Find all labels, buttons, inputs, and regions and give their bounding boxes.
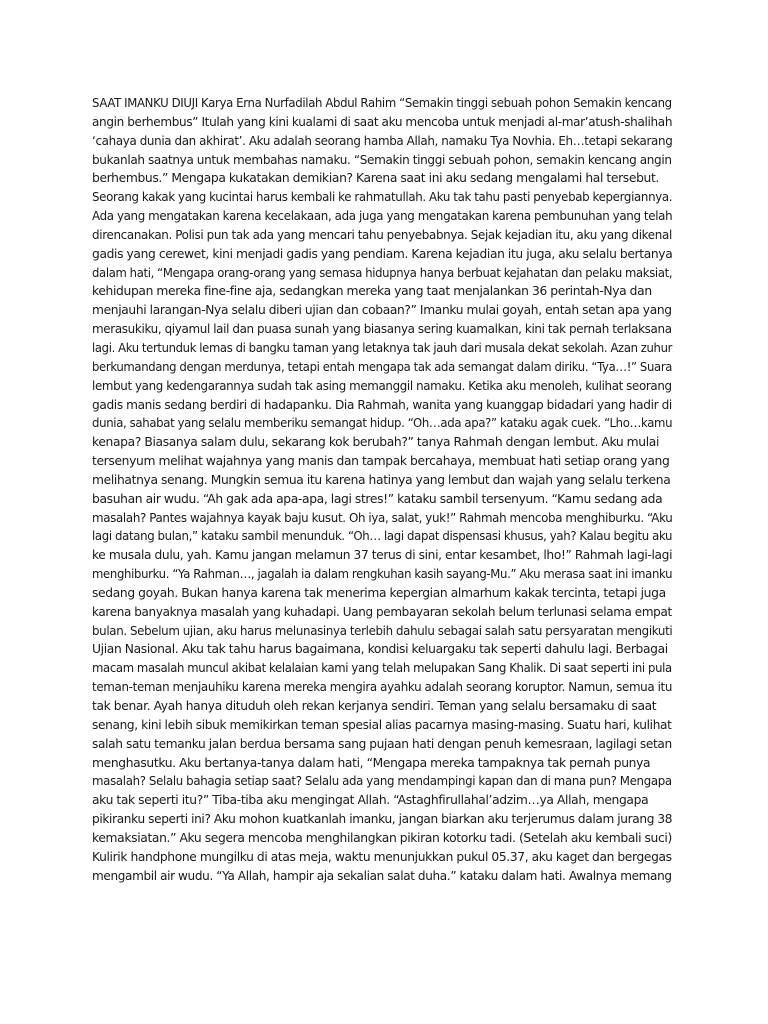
text-line: Ujian Nasional. Aku tak tahu harus bagaimana, kondisi keluargaku tak seperti dahulu lagi. Berbagai [92,642,668,657]
text-line: macam masalah muncul akibat kelalaian kami yang telah melupakan Sang Khalik. Di saat seperti ini pula [92,661,672,676]
text-line: aku tak seperti itu?” Tiba-tiba aku mengingat Allah. “Astaghfirullahal’adzim…ya Allah, mengapa [92,793,649,808]
text-line: sedang goyah. Bukan hanya karena tak menerima kepergian almarhum kakak tercinta, tetapi juga [92,585,666,600]
text-line: salah satu temanku jalan berdua bersama sang pujaan hati dengan penuh kemesraan, lagilagi setan [92,736,672,751]
text-line: Kulirik handphone mungilku di atas meja, waktu menunjukkan pukul 05.37, aku kaget dan bergegas [92,849,672,864]
text-line: senang, kini lebih sibuk memikirkan teman spesial alias pacarnya masing-masing. Suatu hari, kulihat [92,717,672,732]
text-line: gadis yang cerewet, kini menjadi gadis yang pendiam. Karena kejadian itu juga, aku selalu bertanya [92,246,673,261]
text-line: gadis manis sedang berdiri di hadapanku. Dia Rahmah, wanita yang kuanggap bidadari yang hadir di [92,397,672,412]
text-line: dunia, sahabat yang selalu memberiku semangat hidup. “Oh…ada apa?” kataku agak cuek. “Lho…kamu [92,416,673,431]
text-line: pikiranku seperti ini? Aku mohon kuatkanlah imanku, jangan biarkan aku terjerumus dalam jurang 38 [92,812,673,827]
text-line: kemaksiatan.” Aku segera mencoba menghilangkan pikiran kotorku tadi. (Setelah aku kembali suci) [92,830,672,845]
text-line: lagi. Aku tertunduk lemas di bangku taman yang letaknya tak jauh dari musala dekat sekolah. Azan zuhur [92,340,673,355]
text-line: kenapa? Biasanya salam dulu, sekarang kok berubah?” tanya Rahmah dengan lembut. Aku mulai [92,435,660,450]
text-line: direncanakan. Polisi pun tak ada yang mencari tahu penyebabnya. Sejak kejadian itu, aku yang dikenal [92,227,672,242]
text-line: ‘cahaya dunia dan akhirat’. Aku adalah seorang hamba Allah, namaku Tya Novhia. Eh…tetapi sekarang [92,133,673,148]
text-line: Ada yang mengatakan karena kecelakaan, ada juga yang mengatakan karena pembunuhan yang telah [92,209,673,224]
text-line: masalah? Selalu bahagia setiap saat? Selalu ada yang mendampingi kapan dan di mana pun? Mengapa [92,774,672,789]
text-line: mengambil air wudu. “Ya Allah, hampir aja sekalian salat duha.” kataku dalam hati. Awalnya memang [92,868,672,883]
text-line: melihatnya senang. Mungkin semua itu karena hatinya yang lembut dan wajah yang selalu terkena [92,472,671,487]
text-line: menghasutku. Aku bertanya-tanya dalam hati, “Mengapa mereka tampaknya tak pernah punya [92,755,651,770]
text-line: bukanlah saatnya untuk membahas namaku. “Semakin tinggi sebuah pohon, semakin kencang angin [92,152,672,167]
text-line: ke musala dulu, yah. Kamu jangan melamun 37 terus di sini, entar kesambet, lho!” Rahmah lagi-lagi [92,548,673,563]
text-line: dalam hati, “Mengapa orang-orang yang semasa hidupnya hanya berbuat kejahatan dan pelaku maksiat, [92,265,673,280]
text-line: SAAT IMANKU DIUJI Karya Erna Nurfadilah Abdul Rahim “Semakin tinggi sebuah pohon Semakin kencang [92,96,672,110]
text-line: Seorang kakak yang kucintai harus kembali ke rahmatullah. Aku tak tahu pasti penyebab kepergiannya. [92,190,673,205]
text-line: karena banyaknya masalah yang kuhadapi. Uang pembayaran sekolah belum terlunasi selama empat [92,604,672,619]
text-line: kehidupan mereka fine-fine aja, sedangkan mereka yang taat menjalankan 36 perintah-Nya dan [92,284,652,299]
text-line: berhembus.” Mengapa kukatakan demikian? Karena saat ini aku sedang mengalami hal tersebut. [92,171,659,186]
text-line: menghiburku. “Ya Rahman…, jagalah ia dalam rengkuhan kasih sayang-Mu.” Aku merasa saat ini imanku [92,567,673,582]
text-line: bulan. Sebelum ujian, aku harus melunasinya terlebih dahulu sebagai salah satu persyaratan mengikuti [92,623,673,638]
text-line: basuhan air wudu. “Ah gak ada apa-apa, lagi stres!” kataku sambil tersenyum. “Kamu sedang ada [92,491,663,506]
text-line: lagi datang bulan,” kataku sambil menunduk. “Oh… lagi dapat dispensasi khusus, yah? Kalau begitu aku [92,529,673,544]
text-line: masalah? Pantes wajahnya kayak baju kusut. Oh iya, salat, yuk!” Rahmah mencoba menghiburku. “Aku [92,510,673,525]
text-line: tak benar. Ayah hanya dituduh oleh rekan kerjanya sendiri. Teman yang selalu bersamaku di saat [92,699,657,713]
text-line: menjauhi larangan-Nya selalu diberi ujian dan cobaan?” Imanku mulai goyah, entah setan apa yang [92,303,672,318]
text-line: teman-teman menjauhiku karena mereka mengira ayahku adalah seorang koruptor. Namun, semua itu [92,680,673,695]
story-text [92,94,672,885]
text-line: merasukiku, qiyamul lail dan puasa sunah yang biasanya sering kuamalkan, kini tak pernah terlaksana [92,322,672,337]
text-line: tersenyum melihat wajahnya yang manis dan tampak bercahaya, membuat hati setiap orang yang [92,454,670,469]
text-line: lembut yang kedengarannya sudah tak asing memanggil namaku. Ketika aku menoleh, kulihat seorang [92,378,672,393]
text-line: angin berhembus” Itulah yang kini kualami di saat aku mencoba untuk menjadi al-mar’atush-shalihah [92,114,673,129]
text-line: berkumandang dengan merdunya, tetapi entah mengapa tak ada semangat dalam diriku. “Tya…!” Suara [92,359,673,374]
